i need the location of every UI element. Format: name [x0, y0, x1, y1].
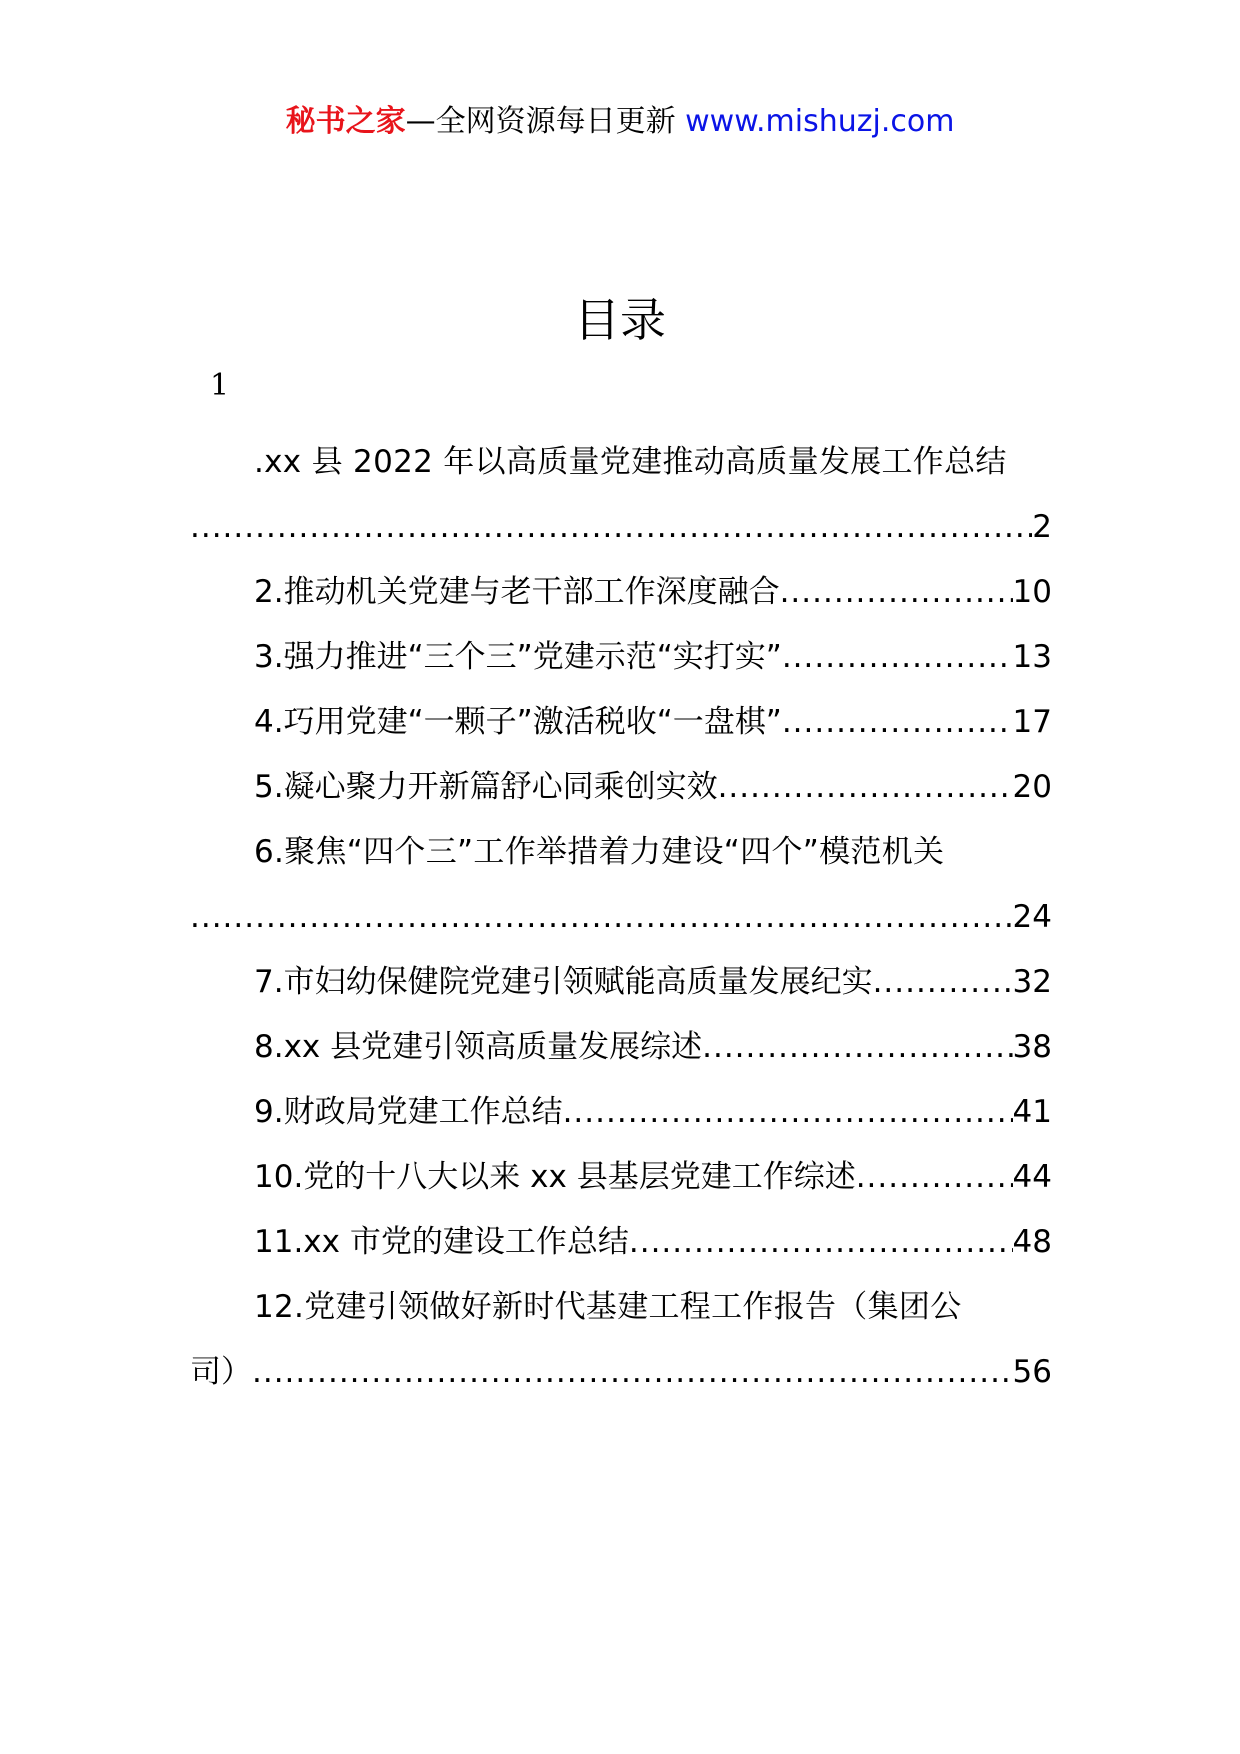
toc-entry-page: 2 — [1032, 509, 1052, 545]
site-banner — [0, 100, 1240, 144]
dot-leader — [702, 1015, 1012, 1080]
toc-entry-6-line-2[interactable] — [190, 885, 1052, 950]
toc-entry-page: 48 — [1012, 1224, 1052, 1260]
toc-entry-9[interactable] — [190, 1080, 1052, 1145]
toc-entry-page: 24 — [1012, 899, 1052, 935]
toc-entry-7[interactable] — [190, 950, 1052, 1015]
toc-entry-page: 56 — [1012, 1354, 1052, 1390]
toc-entry-11[interactable] — [190, 1210, 1052, 1275]
toc-entry-label: .xx 县 2022 年以高质量党建推动高质量发展工作总结 — [254, 444, 1007, 480]
toc-entry-page: 13 — [1012, 639, 1052, 675]
toc-entry-6-line-1[interactable] — [190, 820, 1052, 885]
toc-entry-page: 10 — [1012, 574, 1052, 610]
toc-entry-page: 17 — [1012, 704, 1052, 740]
toc-entry-1-line-1[interactable] — [190, 430, 1052, 495]
toc-entry-label: 7.市妇幼保健院党建引领赋能高质量发展纪实 — [254, 964, 873, 1000]
dot-leader — [873, 950, 1013, 1015]
toc-entry-label: 11.xx 市党的建设工作总结 — [254, 1224, 629, 1260]
toc-entry-label: 司） — [190, 1354, 252, 1390]
toc-entry-label: 4.巧用党建“一颗子”激活税收“一盘棋” — [254, 704, 782, 740]
toc-title: 目录 — [574, 293, 666, 347]
dot-leader — [190, 495, 1032, 560]
toc-entry-page: 38 — [1012, 1029, 1052, 1065]
toc-entry-label: 3.强力推进“三个三”党建示范“实打实” — [254, 639, 782, 675]
toc-entry-2[interactable] — [190, 560, 1052, 625]
toc-entry-label: 6.聚焦“四个三”工作举措着力建设“四个”模范机关 — [254, 834, 945, 870]
banner-tagline: —全网资源每日更新 — [405, 104, 686, 139]
toc-entry-label: 10.党的十八大以来 xx 县基层党建工作综述 — [254, 1159, 856, 1195]
table-of-contents — [190, 430, 1052, 1405]
toc-entry-4[interactable] — [190, 690, 1052, 755]
brand-name: 秘书之家 — [285, 104, 406, 139]
toc-entry-5[interactable] — [190, 755, 1052, 820]
toc-entry-label: 9.财政局党建工作总结 — [254, 1094, 563, 1130]
toc-entry-8[interactable] — [190, 1015, 1052, 1080]
toc-entry-page: 41 — [1012, 1094, 1052, 1130]
site-url-link[interactable]: www.mishuzj.com — [685, 104, 955, 139]
toc-entry-page: 44 — [1012, 1159, 1052, 1195]
dot-leader — [782, 690, 1013, 755]
dot-leader — [718, 755, 1013, 820]
toc-entry-label: 12.党建引领做好新时代基建工程工作报告（集团公 — [254, 1289, 962, 1325]
toc-entry-1-line-2[interactable] — [190, 495, 1052, 560]
dot-leader — [252, 1340, 1013, 1405]
toc-entry-10[interactable] — [190, 1145, 1052, 1210]
dot-leader — [190, 885, 1013, 950]
toc-entry-12-line-2[interactable] — [190, 1340, 1052, 1405]
dot-leader — [782, 625, 1013, 690]
dot-leader — [563, 1080, 1013, 1145]
dot-leader — [856, 1145, 1013, 1210]
dot-leader — [780, 560, 1013, 625]
toc-entry-label: 8.xx 县党建引领高质量发展综述 — [254, 1029, 703, 1065]
toc-entry-label: 2.推动机关党建与老干部工作深度融合 — [254, 574, 780, 610]
toc-entry-page: 32 — [1012, 964, 1052, 1000]
toc-entry-page: 20 — [1012, 769, 1052, 805]
page-marker: 1 — [210, 368, 230, 403]
toc-entry-12-line-1[interactable] — [190, 1275, 1052, 1340]
toc-entry-label: 5.凝心聚力开新篇舒心同乘创实效 — [254, 769, 718, 805]
dot-leader — [629, 1210, 1013, 1275]
toc-entry-3[interactable] — [190, 625, 1052, 690]
